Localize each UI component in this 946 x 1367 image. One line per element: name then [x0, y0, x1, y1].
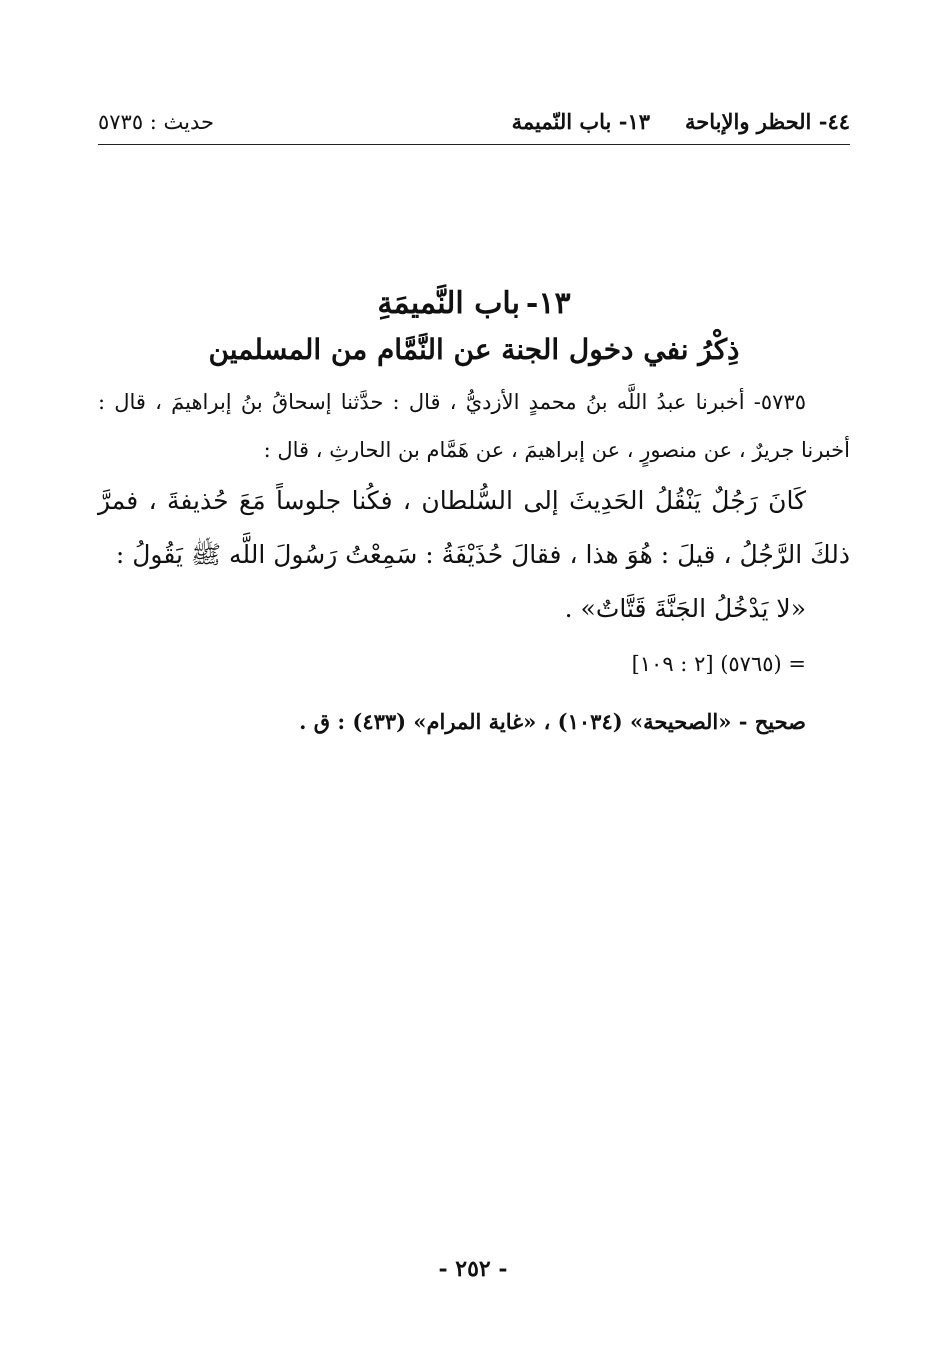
hadith-grading: صحيح - «الصحيحة» (١٠٣٤) ، «غاية المرام» (٤٣٣) : ق . — [299, 709, 806, 734]
header-hadith-number: حديث : ٥٧٣٥ — [98, 110, 215, 134]
chapter-number: ١٣- — [525, 286, 571, 321]
running-header — [98, 104, 850, 140]
page-number: - ٢٥٢ - — [438, 1256, 508, 1282]
header-divider — [98, 144, 850, 145]
main-content — [98, 282, 850, 752]
header-chapter-title: ١٣- باب النّميمة — [511, 109, 650, 134]
section-heading: ذِكْرُ نفي دخول الجنة عن النَّمَّام من المسلمين — [208, 333, 740, 366]
hadith-matn: كَانَ رَجُلٌ يَنْقُلُ الحَدِيثَ إلى السُّلطان ، فكُنا جلوساً مَعَ حُذيفةَ ، فمرَّ ذلكَ الرَّجُلُ ، قيلَ : هُوَ هذا ، فقالَ حُذَيْفَةُ : سَمِعْتُ رَسُولَ اللَّه ﷺ يَقُولُ : — [98, 486, 850, 569]
cross-reference: = (٥٧٦٥) [٢ : ١٠٩] — [631, 652, 806, 676]
chapter-title: باب النَّميمَةِ — [377, 286, 520, 321]
header-book-title: ٤٤- الحظر والإباحة — [685, 109, 850, 134]
hadith-isnad: ٥٧٣٥- أخبرنا عبدُ اللَّه بنُ محمدٍ الأزديُّ ، قال : حدَّثنا إسحاقُ بنُ إبراهيمَ ، قال : أخبرنا جريرٌ ، عن منصورٍ ، عن إبراهيمَ ، عن هَمَّام بن الحارثِ ، قال : — [98, 390, 850, 462]
hadith-quote: «لا يَدْخُلُ الجَنَّةَ قَتَّاتٌ» . — [564, 594, 806, 623]
chapter-heading — [98, 282, 850, 326]
